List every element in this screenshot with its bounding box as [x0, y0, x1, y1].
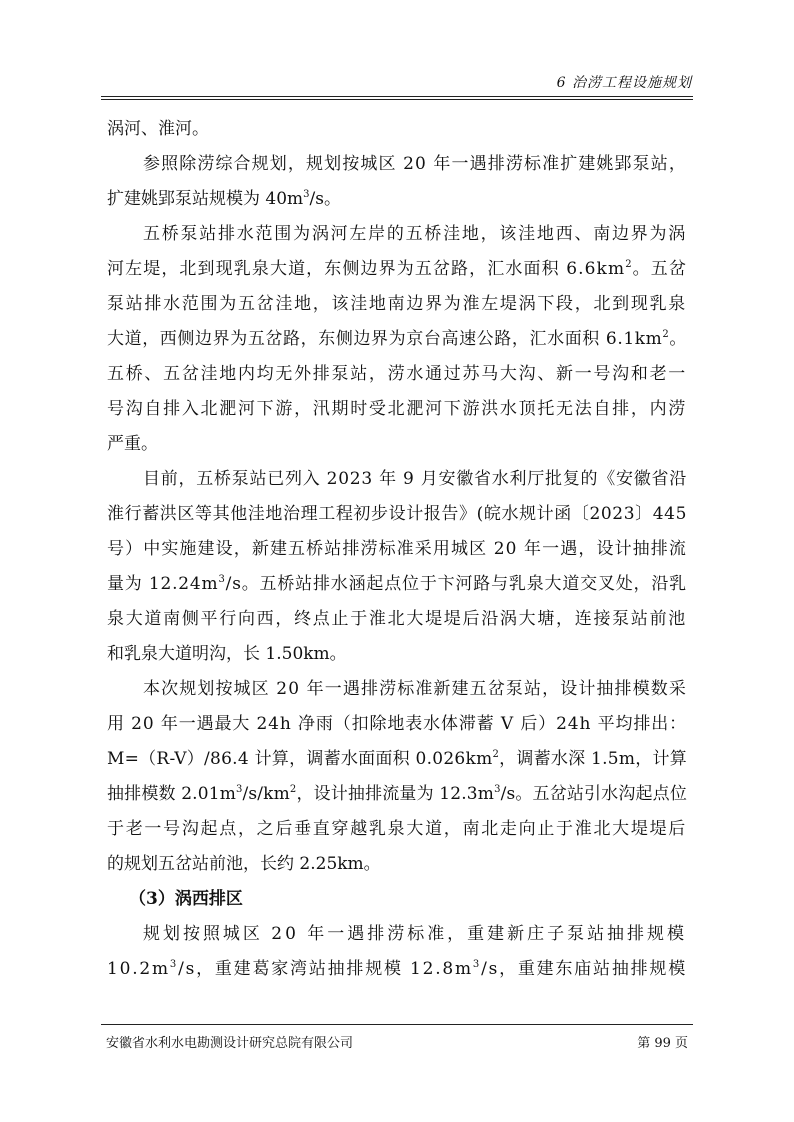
text-line [107, 532, 687, 567]
text-run: /s。五岔站引水沟起点位 [500, 784, 687, 804]
text-line [107, 287, 687, 322]
superscript: 3 [169, 959, 179, 970]
text-line [107, 952, 687, 987]
text-line-content [107, 714, 687, 734]
text-run: 河左堤，北到现乳泉大道，东侧边界为五岔路，汇水面积 6.6km [107, 259, 626, 279]
superscript: 2 [289, 784, 297, 795]
text-line-content [143, 924, 687, 944]
text-line-content [107, 399, 687, 419]
text-line-content [107, 434, 158, 454]
text-run: 泉大道南侧平行向西，终点止于淮北大堤堤后沿涡大塘，连接泵站前池 [107, 609, 687, 629]
superscript: 2 [492, 749, 500, 760]
text-run: 。 [669, 329, 687, 349]
text-run: 淮行蓄洪区等其他洼地治理工程初步设计报告》(皖水规计函〔2023〕445 [107, 504, 687, 524]
text-run: （3）涡西排区 [129, 889, 243, 909]
text-line [107, 637, 687, 672]
text-run: 泵站排水范围为五岔洼地，该洼地南边界为淮左堤涡下段，北到现乳泉 [107, 294, 687, 314]
text-line-content [107, 329, 687, 349]
header-rule-secondary [101, 99, 693, 100]
text-run: 五桥、五岔洼地内均无外排泵站，涝水通过苏马大沟、新一号沟和老一 [107, 364, 687, 384]
text-line [107, 917, 687, 952]
text-line [107, 112, 687, 147]
superscript: 3 [235, 784, 243, 795]
text-run: 于老一号沟起点，之后垂直穿越乳泉大道，南北走向止于淮北大堤堤后 [107, 819, 687, 839]
text-run: /s。 [309, 189, 341, 209]
superscript: 3 [472, 959, 482, 970]
text-line [107, 497, 687, 532]
footer-organization: 安徽省水利水电勘测设计研究总院有限公司 [106, 1036, 354, 1051]
running-header: 6 治涝工程设施规划 [556, 75, 692, 91]
text-run: 涡河、淮河。 [107, 119, 209, 139]
text-run: 参照除涝综合规划，规划按城区 20 年一遇排涝标准扩建姚郢泵站， [143, 154, 687, 174]
text-line [107, 462, 687, 497]
text-line-content [107, 959, 687, 979]
superscript: 2 [625, 259, 633, 270]
text-line-content [143, 679, 687, 699]
header-rule [101, 96, 693, 97]
footer-page-number: 第 99 页 [637, 1036, 688, 1051]
text-line-content [107, 644, 347, 664]
text-line [107, 812, 687, 847]
text-line-content [107, 574, 687, 594]
text-line-content [107, 189, 341, 209]
text-run: 大道，西侧边界为五岔路，东侧边界为京台高速公路，汇水面积 6.1km [107, 329, 663, 349]
text-line [107, 567, 687, 602]
text-line-content [143, 224, 687, 244]
text-run: 严重。 [107, 434, 158, 454]
text-line-content [107, 364, 687, 384]
text-line [107, 357, 687, 392]
text-run: /s，重建东庙站抽排规模 [481, 959, 687, 979]
superscript: 3 [494, 784, 501, 795]
text-line [107, 777, 687, 812]
text-run: 。五岔 [632, 259, 687, 279]
text-run: 用 20 年一遇最大 24h 净雨（扣除地表水体滞蓄 V 后）24h 平均排出： [107, 714, 687, 734]
text-run: 的规划五岔站前池，长约 2.25km。 [107, 854, 381, 874]
text-line-content [107, 784, 687, 804]
text-run: 抽排模数 2.01m [107, 784, 236, 804]
text-line [107, 707, 687, 742]
text-line [107, 217, 687, 252]
text-line-content [129, 889, 243, 909]
text-line [107, 742, 687, 777]
text-run: 扩建姚郢泵站规模为 40m [107, 189, 304, 209]
text-run: 五桥泵站排水范围为涡河左岸的五桥洼地，该洼地西、南边界为涡 [143, 224, 687, 244]
text-line-content [107, 504, 687, 524]
text-run: /s。五桥站排水涵起点位于卞河路与乳泉大道交叉处，沿乳 [225, 574, 687, 594]
text-line-content [107, 119, 209, 139]
text-run: 号）中实施建设，新建五桥站排涝标准采用城区 20 年一遇，设计抽排流 [107, 539, 687, 559]
text-run: 本次规划按城区 20 年一遇排涝标准新建五岔泵站，设计抽排模数采 [143, 679, 687, 699]
text-run: /s/km [242, 784, 290, 804]
text-run: ，调蓄水深 1.5m，计算 [499, 749, 687, 769]
superscript: 3 [303, 189, 310, 200]
text-run: ，设计抽排流量为 12.3m [296, 784, 495, 804]
text-run: M=（R-V）/86.4 计算，调蓄水面面积 0.026km [107, 749, 493, 769]
text-line-content [107, 259, 687, 279]
text-line [107, 602, 687, 637]
text-line [107, 182, 687, 217]
text-line [107, 147, 687, 182]
text-line-content [107, 294, 687, 314]
text-line [107, 392, 687, 427]
body-text [107, 112, 687, 987]
text-run: 号沟自排入北淝河下游，汛期时受北淝河下游洪水顶托无法自排，内涝 [107, 399, 687, 419]
text-line [107, 882, 687, 917]
text-line-content [107, 749, 687, 769]
text-run: /s，重建葛家湾站抽排规模 12.8m [178, 959, 473, 979]
text-run: 10.2m [107, 959, 170, 979]
text-run: 量为 12.24m [107, 574, 219, 594]
footer-rule [101, 1024, 693, 1025]
text-line-content [143, 154, 687, 174]
text-line [107, 672, 687, 707]
text-line [107, 322, 687, 357]
superscript: 3 [218, 574, 226, 585]
superscript: 2 [662, 329, 670, 340]
text-line [107, 427, 687, 462]
text-line [107, 847, 687, 882]
text-run: 规划按照城区 20 年一遇排涝标准，重建新庄子泵站抽排规模 [143, 924, 687, 944]
text-line-content [107, 819, 687, 839]
text-run: 目前，五桥泵站已列入 2023 年 9 月安徽省水利厅批复的《安徽省沿 [143, 469, 687, 489]
text-line-content [107, 539, 687, 559]
text-line-content [143, 469, 687, 489]
text-run: 和乳泉大道明沟，长 1.50km。 [107, 644, 347, 664]
text-line-content [107, 609, 687, 629]
text-line-content [107, 854, 381, 874]
text-line [107, 252, 687, 287]
